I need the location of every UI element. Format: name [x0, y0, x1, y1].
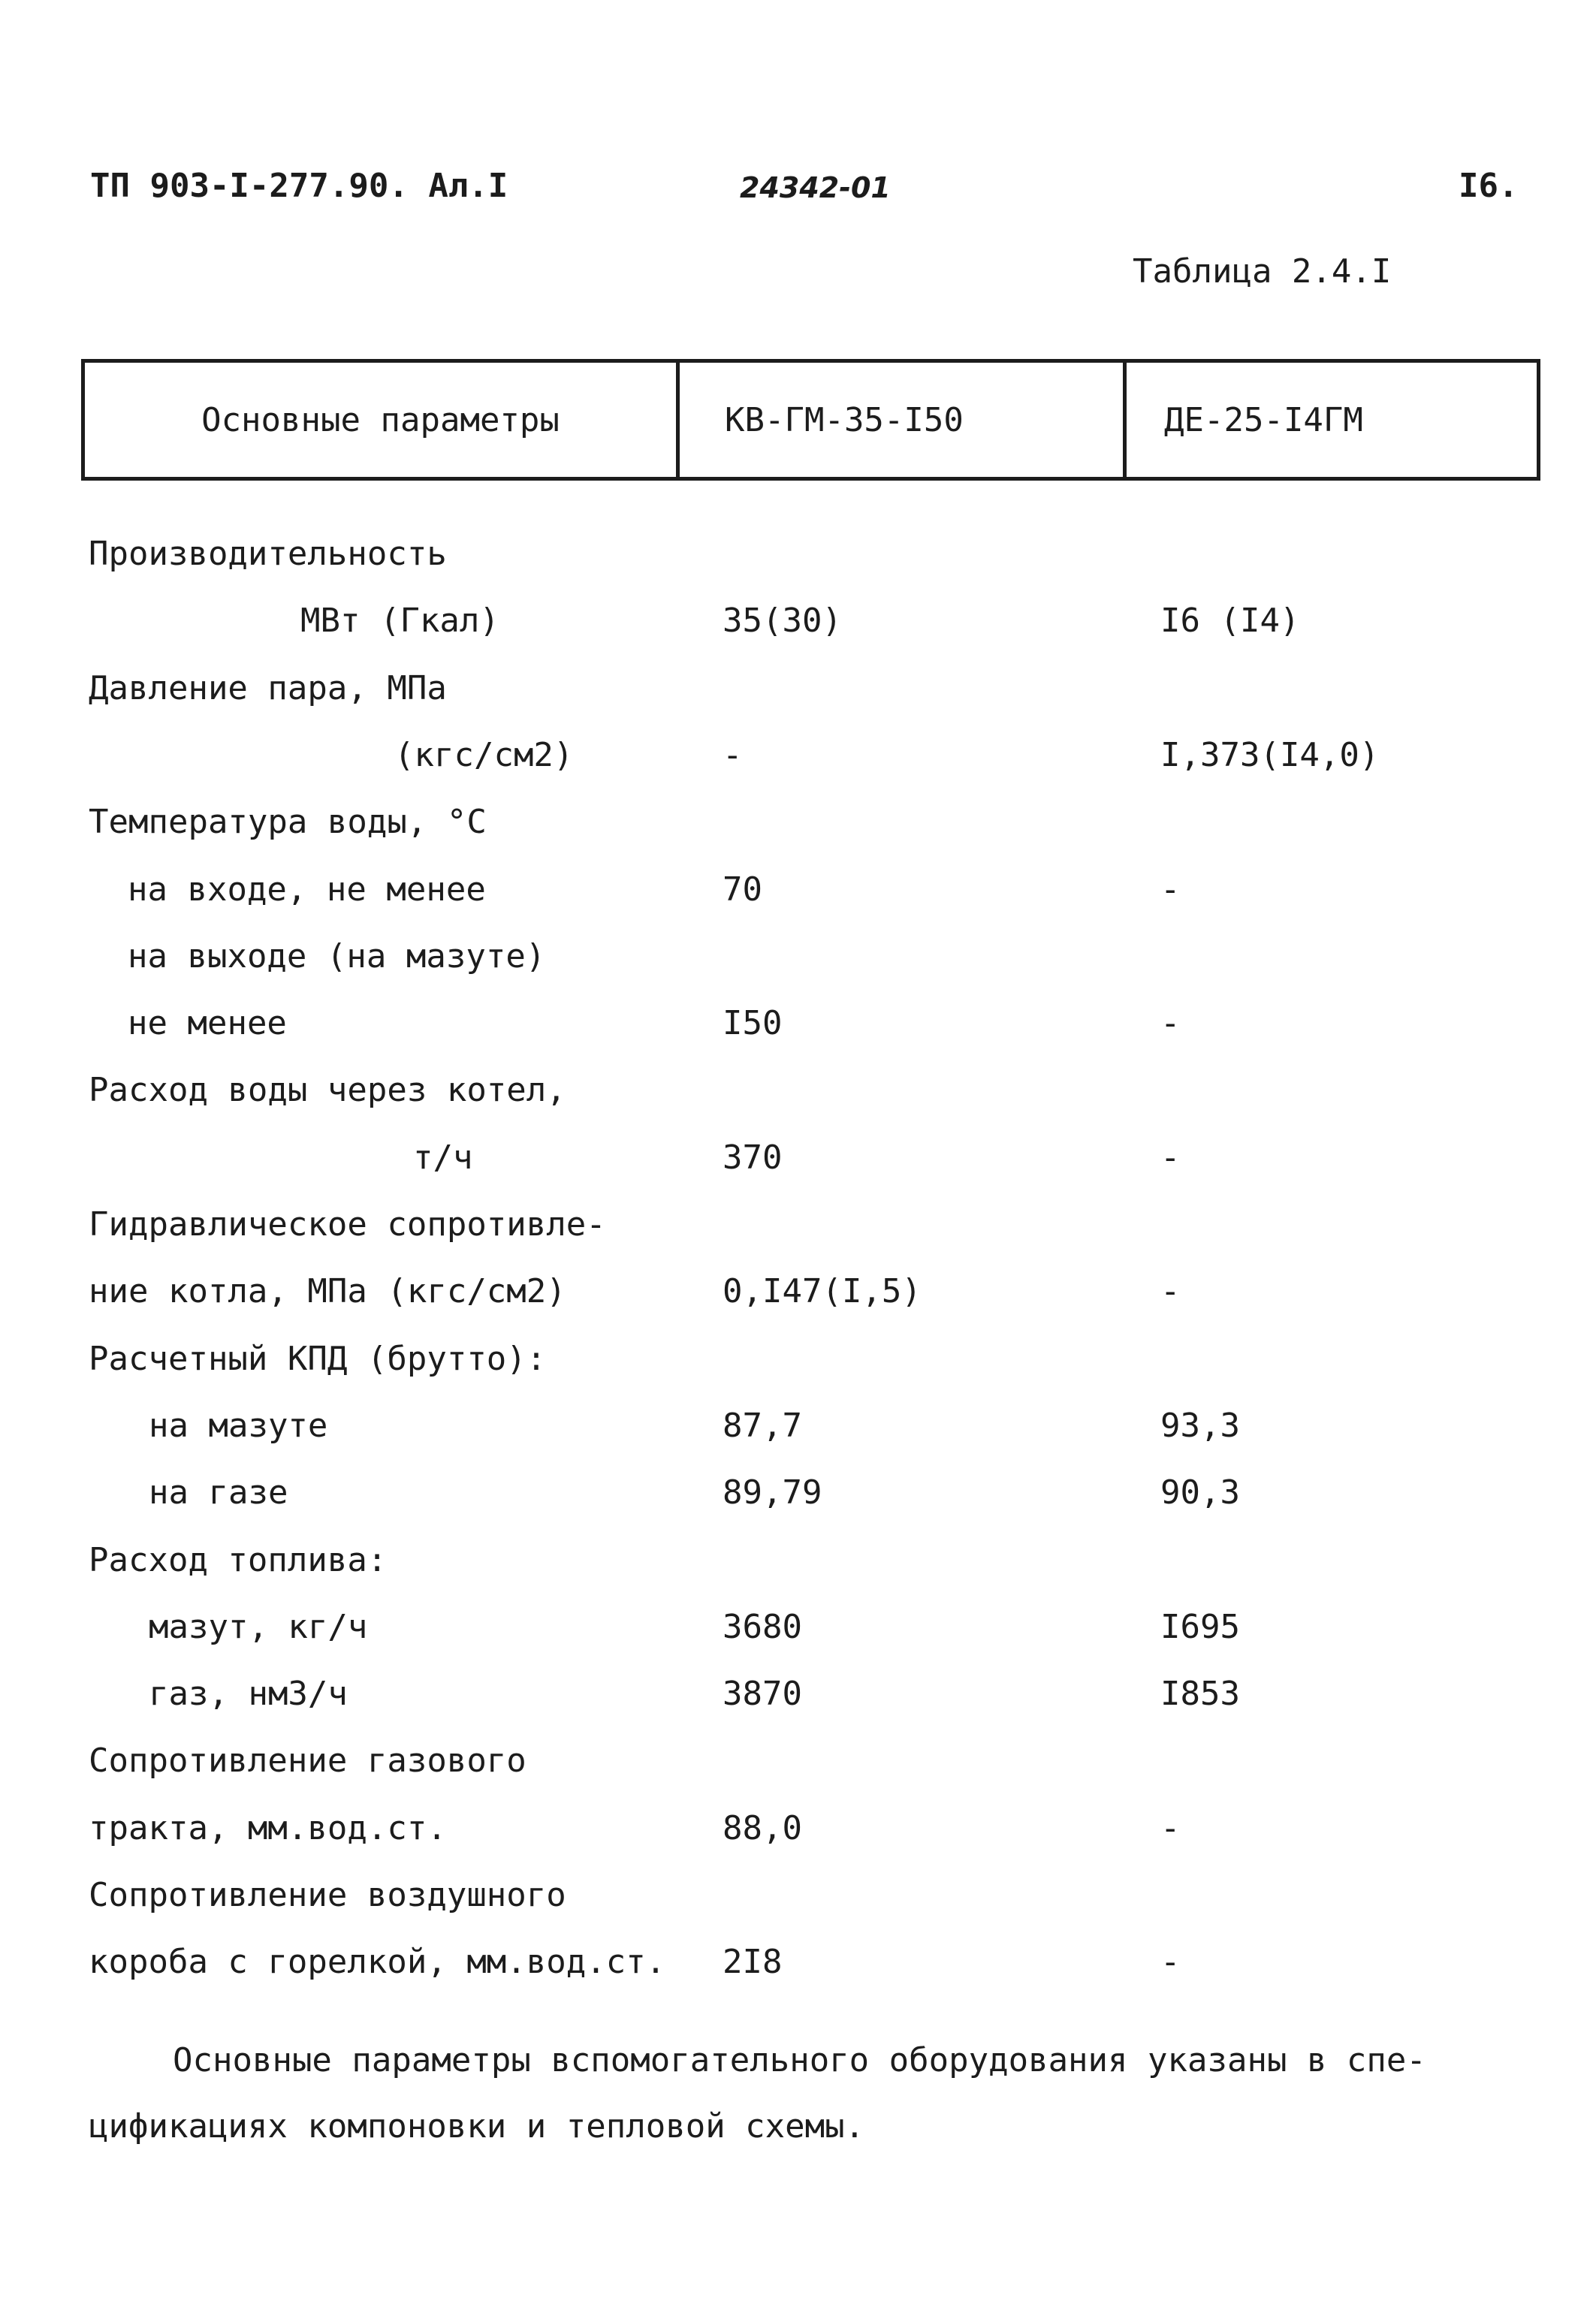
table-row [0, 1943, 1596, 1995]
table-row [0, 1876, 1596, 1929]
table-row [0, 1473, 1596, 1526]
row-value-de: I695 [1160, 1607, 1240, 1646]
table-row [0, 1608, 1596, 1660]
row-value-kvgm: 87,7 [723, 1406, 802, 1445]
row-label: Расчетный КПД (брутто): [89, 1339, 547, 1378]
row-label: т/ч [413, 1138, 473, 1177]
row-label: тракта, мм.вод.ст. [89, 1808, 447, 1847]
table-row [0, 870, 1596, 923]
row-value-de: I853 [1160, 1675, 1240, 1714]
table-row [0, 1205, 1596, 1258]
row-value-de: - [1160, 870, 1181, 909]
table-row [0, 1272, 1596, 1325]
table-row [0, 1742, 1596, 1794]
table-row [0, 1541, 1596, 1594]
row-value-kvgm: - [723, 735, 743, 774]
table-row [0, 1004, 1596, 1057]
row-value-de: 90,3 [1160, 1473, 1240, 1512]
row-label: на газе [149, 1473, 288, 1512]
row-label: ние котла, МПа (кгс/см2) [89, 1272, 566, 1311]
row-value-kvgm: I50 [723, 1004, 783, 1043]
row-label: (кгс/см2) [394, 735, 574, 774]
row-label: мазут, кг/ч [149, 1607, 368, 1646]
row-label: короба с горелкой, мм.вод.ст. [89, 1943, 666, 1982]
row-value-kvgm: 89,79 [723, 1473, 822, 1512]
row-value-kvgm: 2I8 [723, 1943, 783, 1982]
row-value-kvgm: 3870 [723, 1675, 802, 1714]
row-value-de: I,373(I4,0) [1160, 735, 1380, 774]
row-value-kvgm: 35(30) [723, 602, 842, 641]
table-row [0, 803, 1596, 855]
table-row [0, 736, 1596, 789]
row-label: Сопротивление воздушного [89, 1876, 566, 1914]
footnote-line-2: цификациях компоновки и тепловой схемы. [89, 2107, 865, 2146]
row-value-de: - [1160, 1272, 1181, 1311]
table-row [0, 1340, 1596, 1392]
document-code: ТП 903-I-277.90. Ал.I [90, 167, 508, 205]
row-label: газ, нм3/ч [149, 1675, 348, 1714]
row-value-de: - [1160, 1943, 1181, 1982]
inventory-stamp: 24342-01 [740, 171, 891, 204]
row-value-de: - [1160, 1808, 1181, 1847]
row-value-de: I6 (I4) [1160, 602, 1300, 641]
table-row [0, 1407, 1596, 1459]
row-label: Гидравлическое сопротивле- [89, 1205, 606, 1244]
row-value-kvgm: 88,0 [723, 1808, 802, 1847]
column-header-parameters: Основные параметры [85, 363, 680, 477]
footnote-line-1: Основные параметры вспомогательного оборудования указаны в спе- [173, 2041, 1426, 2079]
table-caption: Таблица 2.4.I [1133, 252, 1392, 291]
column-header-de: ДЕ-25-I4ГМ [1164, 400, 1363, 439]
row-label: на мазуте [149, 1406, 328, 1445]
row-label: Сопротивление газового [89, 1742, 526, 1781]
column-header-kvgm: КВ-ГМ-35-I50 [680, 363, 1127, 477]
table-row [0, 602, 1596, 654]
table-row [0, 1809, 1596, 1862]
row-label: на выходе (на мазуте) [128, 936, 546, 976]
table-row [0, 535, 1596, 587]
page-number: I6. [1459, 167, 1519, 205]
table-header [81, 359, 1540, 481]
row-label: Расход топлива: [89, 1540, 388, 1579]
row-value-kvgm: 3680 [723, 1607, 802, 1646]
table-row [0, 1138, 1596, 1191]
row-value-kvgm: 370 [723, 1138, 783, 1177]
row-label: Температура воды, °С [89, 803, 487, 842]
row-label: Производительность [89, 535, 447, 573]
table-row [0, 669, 1596, 722]
row-label: Давление пара, МПа [89, 668, 447, 707]
table-row [0, 1071, 1596, 1123]
row-value-kvgm: 0,I47(I,5) [723, 1272, 922, 1311]
table-row [0, 1675, 1596, 1727]
row-value-de: - [1160, 1138, 1181, 1177]
row-value-de: - [1160, 1004, 1181, 1043]
table-row [0, 937, 1596, 990]
row-label: МВт (Гкал) [300, 602, 499, 641]
row-label: Расход воды через котел, [89, 1071, 566, 1110]
row-value-kvgm: 70 [723, 870, 762, 909]
row-label: на входе, не менее [128, 870, 486, 909]
row-value-de: 93,3 [1160, 1406, 1240, 1445]
row-label: не менее [128, 1004, 287, 1043]
